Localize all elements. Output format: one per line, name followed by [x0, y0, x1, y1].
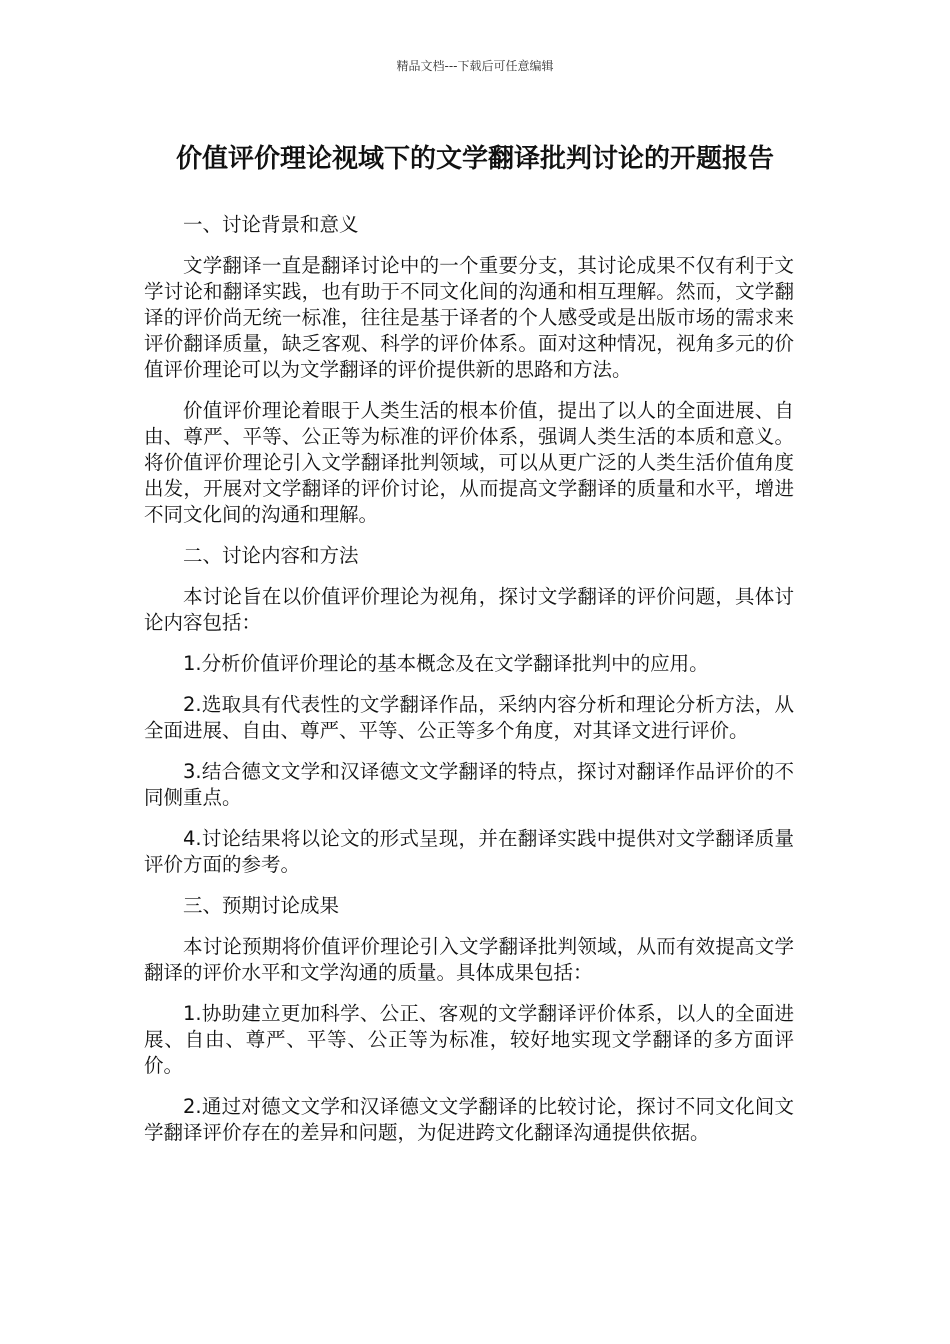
section-2-item-4: 4.讨论结果将以论文的形式呈现，并在翻译实践中提供对文学翻译质量评价方面的参考。: [144, 827, 794, 876]
section-1-paragraph-2: 价值评价理论着眼于人类生活的根本价值，提出了以人的全面进展、自由、尊严、平等、公正等为标准的评价体系，强调人类生活的本质和意义。将价值评价理论引入文学翻译批判领域，可以从更广泛的人类生活价值角度出发，开展对文学翻译的评价讨论，从而提高文学翻译的质量和水平，增进不同文化间的沟通和理解。: [144, 399, 794, 526]
section-3-intro: 本讨论预期将价值评价理论引入文学翻译批判领域，从而有效提高文学翻译的评价水平和文学沟通的质量。具体成果包括：: [144, 935, 794, 984]
section-2-heading: 二、讨论内容和方法: [183, 544, 359, 567]
section-3-item-1: 1.协助建立更加科学、公正、客观的文学翻译评价体系，以人的全面进展、自由、尊严、平等、公正等为标准，较好地实现文学翻译的多方面评价。: [144, 1002, 794, 1077]
section-3-heading: 三、预期讨论成果: [183, 894, 340, 917]
document-title: 价值评价理论视域下的文学翻译批判讨论的开题报告: [175, 144, 774, 174]
header-note: 精品文档---下载后可任意编辑: [396, 59, 554, 73]
section-2-intro: 本讨论旨在以价值评价理论为视角，探讨文学翻译的评价问题，具体讨论内容包括：: [144, 585, 794, 634]
section-2-item-1: 1.分析价值评价理论的基本概念及在文学翻译批判中的应用。: [183, 652, 709, 675]
section-2-item-3: 3.结合德文文学和汉译德文文学翻译的特点，探讨对翻译作品评价的不同侧重点。: [144, 760, 794, 809]
document-body: [144, 212, 794, 1161]
section-1-heading: 一、讨论背景和意义: [183, 213, 359, 236]
section-1-paragraph-1: 文学翻译一直是翻译讨论中的一个重要分支，其讨论成果不仅有利于文学讨论和翻译实践，也有助于不同文化间的沟通和相互理解。然而，文学翻译的评价尚无统一标准，往往是基于译者的个人感受或是出版市场的需求来评价翻译质量，缺乏客观、科学的评价体系。面对这种情况，视角多元的价值评价理论可以为文学翻译的评价提供新的思路和方法。: [144, 254, 794, 381]
section-2-item-2: 2.选取具有代表性的文学翻译作品，采纳内容分析和理论分析方法，从全面进展、自由、尊严、平等、公正等多个角度，对其译文进行评价。: [144, 693, 794, 742]
section-3-item-2: 2.通过对德文文学和汉译德文文学翻译的比较讨论，探讨不同文化间文学翻译评价存在的差异和问题，为促进跨文化翻译沟通提供依据。: [144, 1095, 794, 1144]
